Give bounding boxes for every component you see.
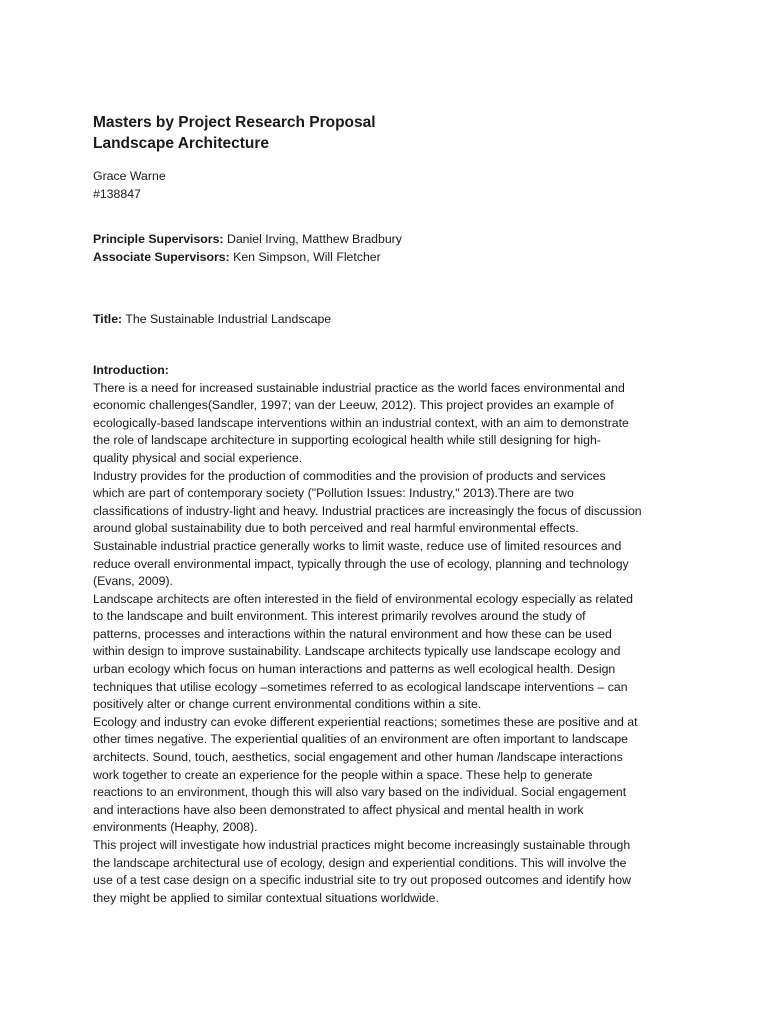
supervisors-block	[93, 231, 678, 266]
associate-supervisors-names: Ken Simpson, Will Fletcher	[233, 249, 381, 264]
author-name: Grace Warne	[93, 169, 166, 183]
principle-supervisors	[93, 231, 678, 249]
project-title	[93, 311, 678, 329]
principle-supervisors-label: Principle Supervisors:	[93, 232, 224, 247]
document-title-line-1: Masters by Project Research Proposal	[93, 114, 376, 131]
associate-supervisors	[93, 249, 678, 267]
intro-paragraph-1: There is a need for increased sustainable industrial practice as the world faces environmental and economic challenges(Sandler, 1997; van der Leeuw, 2012). This project provides an example of ecologically-based landscape interventions within an industrial context, with an aim to demonstrate the role of landscape architecture in supporting ecological health while still designing for high- quality physical and social experience.	[93, 380, 629, 465]
associate-supervisors-label: Associate Supervisors:	[93, 249, 230, 264]
introduction-heading: Introduction:	[93, 362, 169, 377]
principle-supervisors-names: Daniel Irving, Matthew Bradbury	[226, 232, 402, 247]
intro-paragraph-4: Ecology and industry can evoke different experiential reactions; sometimes these are positive and at other times negative. The experiential qualities of an environment are often important to landscape architects. Sound, touch, aesthetics, social engagement and other human /landscape interactions work together to create an experience for the people within a space. These help to generate reactions to an environment, though this will also vary based on the individual. Social engagement and interactions have also been demonstrated to affect physical and mental health in work environments (Heaphy, 2008).	[93, 714, 638, 835]
author-block	[93, 168, 678, 203]
intro-paragraph-5: This project will investigate how industrial practices might become increasingly sustainable through the landscape architectural use of ecology, design and experiential conditions. This will involve the use of a test case design on a specific industrial site to try out proposed outcomes and identify how they might be applied to similar contextual situations worldwide.	[93, 838, 631, 905]
document-title-line-2: Landscape Architecture	[93, 135, 270, 152]
intro-paragraph-2: Industry provides for the production of commodities and the provision of products and services which are part of contemporary society ("Pollution Issues: Industry," 2013).There are two classifications of industry-light and heavy. Industrial practices are increasingly the focus of discussion around global sustainability due to both perceived and real harmful environmental effects. Sustainable industrial practice generally works to limit waste, reduce use of limited resources and reduce overall environmental impact, typically through the use of ecology, planning and technology (Evans, 2009).	[93, 468, 642, 589]
document-title	[93, 112, 678, 154]
project-title-value: The Sustainable Industrial Landscape	[125, 312, 332, 327]
project-title-label: Title:	[93, 312, 123, 327]
student-id: #138847	[93, 186, 141, 201]
intro-paragraph-3: Landscape architects are often interested in the field of environmental ecology especially as related to the landscape and built environment. This interest primarily revolves around the study of patterns, processes and interactions within the natural environment and how these can be used within design to improve sustainability. Landscape architects typically use landscape ecology and urban ecology which focus on human interactions and patterns as well ecological health. Design techniques that utilise ecology –sometimes referred to as ecological landscape interventions – can positively alter or change current environmental conditions within a site.	[93, 591, 634, 712]
document-page	[93, 112, 678, 907]
